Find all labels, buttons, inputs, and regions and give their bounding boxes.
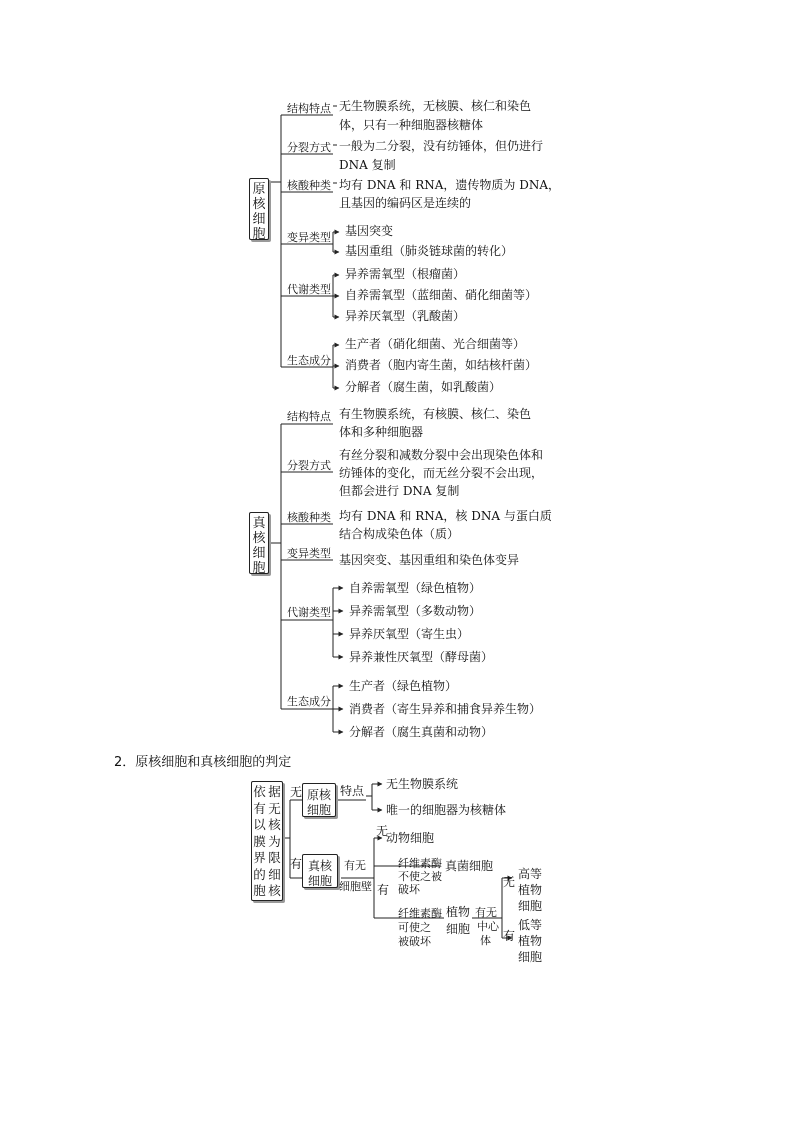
- branch-text: 无生物膜系统，无核膜、核仁和染色: [339, 99, 532, 113]
- branch-text: 基因突变: [345, 224, 394, 238]
- cellwall-question: 细胞壁: [339, 880, 372, 893]
- root-char: 胞: [253, 883, 266, 899]
- root-char: 核: [252, 531, 266, 546]
- box-line: 原核: [306, 788, 331, 802]
- branch-label: 代谢类型: [287, 606, 331, 619]
- root-char: 界: [253, 850, 266, 866]
- branch-text: 基因重组（肺炎链球菌的转化）: [345, 244, 514, 258]
- branch-text: 异养需氧型（根瘤菌）: [345, 267, 466, 281]
- cellulase-text: 纤维素酶: [398, 907, 442, 920]
- root-char: 真: [252, 516, 266, 531]
- root-char: 以: [253, 817, 266, 833]
- branch-text: DNA 复制: [339, 158, 396, 172]
- plant-cell-text: 细胞: [446, 922, 471, 936]
- branch-text: 异养厌氧型（寄生虫）: [349, 627, 470, 641]
- feature-text: 无生物膜系统: [386, 777, 459, 791]
- branch-text: 均有 DNA 和 RNA，遗传物质为 DNA，: [339, 178, 561, 192]
- branch-text: 有生物膜系统，有核膜、核仁、染色: [339, 407, 532, 421]
- branch-text: 且基因的编码区是连续的: [339, 196, 472, 210]
- branch-text: 异养兼性厌氧型（酵母菌）: [349, 650, 494, 664]
- box-line: 细胞: [306, 803, 331, 817]
- root-char: 的: [253, 866, 266, 882]
- centriole-no-label: 无: [503, 875, 516, 889]
- centriole-question: 体: [480, 934, 491, 947]
- root-char: 胞: [252, 227, 266, 242]
- root-char: 为: [268, 833, 281, 849]
- yes-label: 有: [290, 857, 303, 871]
- lower-plant-text: 细胞: [518, 950, 543, 964]
- higher-plant-text: 细胞: [518, 899, 543, 913]
- root-char: 细: [252, 546, 266, 561]
- branch-text: 生产者（硝化细菌、光合细菌等）: [345, 337, 526, 351]
- branch-text: 体和多种细胞器: [339, 425, 424, 439]
- prokaryote-box: [302, 783, 336, 817]
- fungi-cell-text: 真菌细胞: [445, 859, 494, 873]
- root-char: 有: [253, 800, 266, 816]
- root-char: 细: [252, 212, 266, 227]
- cellwall-question: 有无: [344, 859, 366, 872]
- branch-text: 自养需氧型（蓝细菌、硝化细菌等）: [345, 288, 538, 302]
- branch-label: 核酸种类: [287, 179, 331, 192]
- branch-text: 纺锤体的变化，而无丝分裂不会出现，: [339, 466, 544, 480]
- cellulase-text: 纤维素酶: [398, 857, 442, 870]
- animal-cell-text: 动物细胞: [386, 831, 435, 845]
- feature-label: 特点: [340, 784, 365, 798]
- cellulase-text: 被破坏: [398, 935, 431, 948]
- branch-label: 分裂方式: [287, 141, 331, 154]
- branch-text: 消费者（胞内寄生菌，如结核杆菌）: [345, 358, 538, 372]
- root-char: 限: [268, 850, 281, 866]
- branch-label: 变异类型: [287, 231, 331, 244]
- root-char: 核: [268, 817, 281, 833]
- box-line: 细胞: [307, 874, 332, 888]
- branch-text: 一般为二分裂，没有纺锤体，但仍进行: [339, 139, 544, 153]
- branch-text: 自养需氧型（绿色植物）: [349, 581, 482, 595]
- root-char: 胞: [252, 561, 266, 576]
- section-heading: 2．原核细胞和真核细胞的判定: [114, 755, 292, 770]
- branch-text: 异养厌氧型（乳酸菌）: [345, 309, 466, 323]
- branch-text: 异养需氧型（多数动物）: [349, 604, 482, 618]
- root-char: 核: [268, 883, 281, 899]
- root-char: 据: [268, 784, 281, 799]
- root-char: 依: [253, 784, 266, 799]
- lower-plant-text: 植物: [518, 934, 543, 948]
- feature-text: 唯一的细胞器为核糖体: [386, 803, 507, 817]
- branch-text: 分解者（腐生菌，如乳酸菌）: [345, 380, 502, 394]
- root-char: 原: [252, 182, 266, 197]
- branch-label: 分裂方式: [287, 459, 331, 472]
- branch-label: 生态成分: [287, 354, 331, 367]
- root-char: 细: [268, 866, 281, 882]
- cellulase-text: 可使之: [398, 921, 431, 934]
- branch-text: 均有 DNA 和 RNA，核 DNA 与蛋白质: [339, 509, 552, 523]
- lower-plant-text: 低等: [518, 918, 543, 932]
- branch-text: 但都会进行 DNA 复制: [339, 484, 460, 498]
- branch-text: 体，只有一种细胞器核糖体: [339, 118, 484, 132]
- box-line: 真核: [307, 859, 332, 873]
- root-char: 核: [252, 197, 266, 212]
- cellulase-text: 不使之被: [398, 870, 442, 883]
- plant-cell-text: 植物: [446, 905, 471, 919]
- root-char: 无: [268, 800, 281, 816]
- centriole-question: 有无: [475, 906, 497, 919]
- cellulase-text: 破坏: [398, 883, 420, 896]
- wall-no-label: 无: [376, 824, 389, 838]
- higher-plant-text: 植物: [518, 883, 543, 897]
- centriole-question: 中心: [477, 920, 499, 933]
- criterion-root-box: [251, 781, 283, 901]
- wall-yes-label: 有: [377, 883, 390, 897]
- branch-label: 结构特点: [287, 410, 331, 423]
- branch-text: 生产者（绿色植物）: [349, 679, 458, 693]
- branch-label: 生态成分: [287, 695, 331, 708]
- branch-text: 基因突变、基因重组和染色体变异: [339, 553, 520, 567]
- no-label: 无: [290, 785, 303, 799]
- root-char: 膜: [253, 833, 266, 849]
- branch-text: 分解者（腐生真菌和动物）: [349, 725, 494, 739]
- branch-label: 代谢类型: [287, 283, 331, 296]
- branch-text: 结合构成染色体（质）: [339, 527, 460, 541]
- branch-text: 消费者（寄生异养和捕食异养生物）: [349, 702, 542, 716]
- eukaryote-box: [302, 854, 338, 888]
- branch-label: 核酸种类: [287, 511, 331, 524]
- branch-text: 有丝分裂和减数分裂中会出现染色体和: [339, 448, 544, 462]
- centriole-yes-label: 有: [503, 929, 516, 943]
- eukaryote-root-box: [249, 512, 269, 574]
- higher-plant-text: 高等: [518, 867, 543, 881]
- branch-label: 结构特点: [287, 102, 331, 115]
- prokaryote-root-box: [249, 178, 269, 240]
- branch-label: 变异类型: [287, 547, 331, 560]
